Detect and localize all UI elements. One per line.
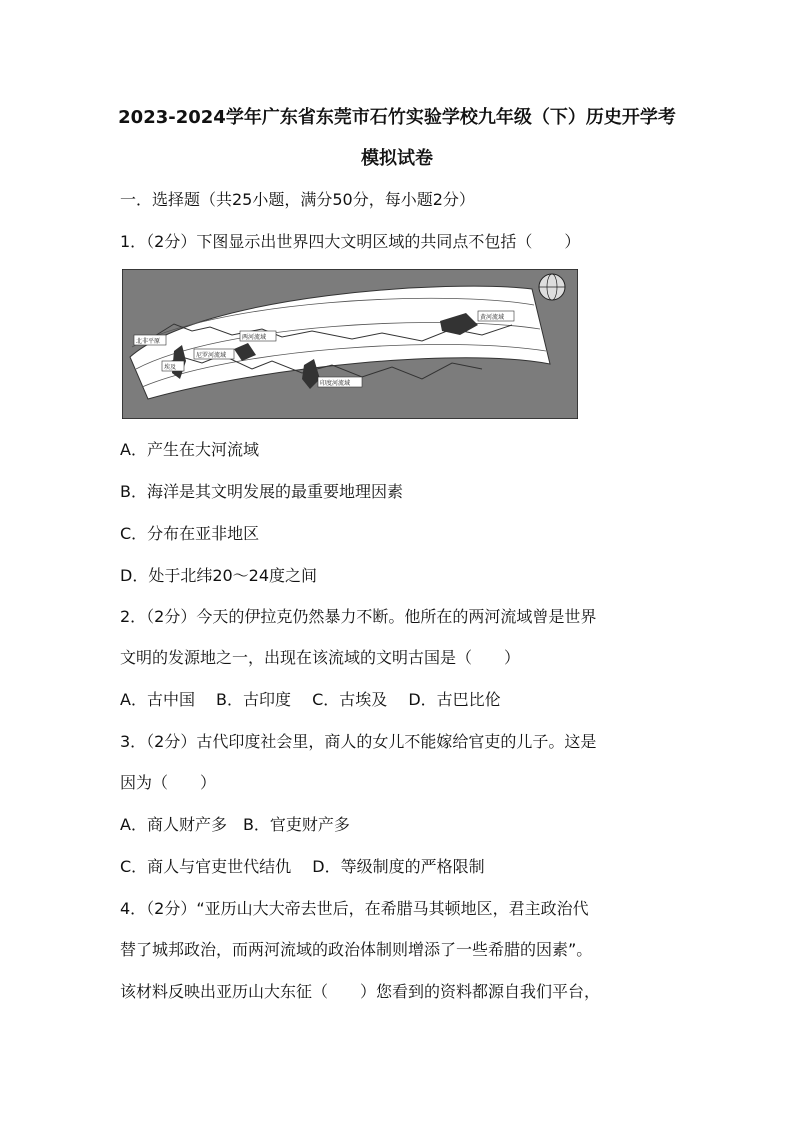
map-label-egypt: 尼罗河流域 <box>196 352 227 359</box>
question-1-option-d: D．处于北纬20～24度之间 <box>120 566 318 585</box>
question-1-option-a: A．产生在大河流域 <box>120 440 259 459</box>
world-civilizations-map <box>122 269 578 419</box>
question-1-option-b: B．海洋是其文明发展的最重要地理因素 <box>120 482 403 501</box>
map-label-small-a: 北非平原 <box>136 338 161 345</box>
section-heading: 一．选择题（共25小题，满分50分，每小题2分） <box>120 190 475 209</box>
map-label-small-b: 埃及 <box>164 364 177 371</box>
question-3-options-cd: C．商人与官吏世代结仇 D．等级制度的严格限制 <box>120 857 485 876</box>
question-4-stem-line-2: 替了城邦政治，而两河流域的政治体制则增添了一些希腊的因素”。 <box>120 940 593 959</box>
question-2-stem-line-1: 2．（2分）今天的伊拉克仍然暴力不断。他所在的两河流域曾是世界 <box>120 607 597 626</box>
question-2-stem-line-2: 文明的发源地之一，出现在该流域的文明古国是（ ） <box>120 648 521 667</box>
page-title-line-2: 模拟试卷 <box>361 148 433 169</box>
question-1-option-c: C．分布在亚非地区 <box>120 524 260 543</box>
question-3-stem-line-1: 3．（2分）古代印度社会里，商人的女儿不能嫁给官吏的儿子。这是 <box>120 732 597 751</box>
page-title-line-1: 2023-2024学年广东省东莞市石竹实验学校九年级（下）历史开学考 <box>118 107 676 128</box>
question-3-options-ab: A．商人财产多 B．官吏财产多 <box>120 815 350 834</box>
question-4-stem-line-1: 4．（2分）“亚历山大大帝去世后，在希腊马其顿地区，君主政治代 <box>120 899 589 918</box>
map-label-china: 黄河流域 <box>480 314 505 321</box>
question-4-stem-line-3: 该材料反映出亚历山大东征（ ）您看到的资料都源自我们平台， <box>120 982 601 1001</box>
map-label-mesopotamia: 两河流域 <box>242 334 267 341</box>
question-3-stem-line-2: 因为（ ） <box>120 773 217 792</box>
question-1-stem: 1．（2分）下图显示出世界四大文明区域的共同点不包括（ ） <box>120 232 581 251</box>
map-label-india: 印度河流域 <box>320 380 351 387</box>
question-2-options: A．古中国 B．古印度 C．古埃及 D．古巴比伦 <box>120 690 501 709</box>
